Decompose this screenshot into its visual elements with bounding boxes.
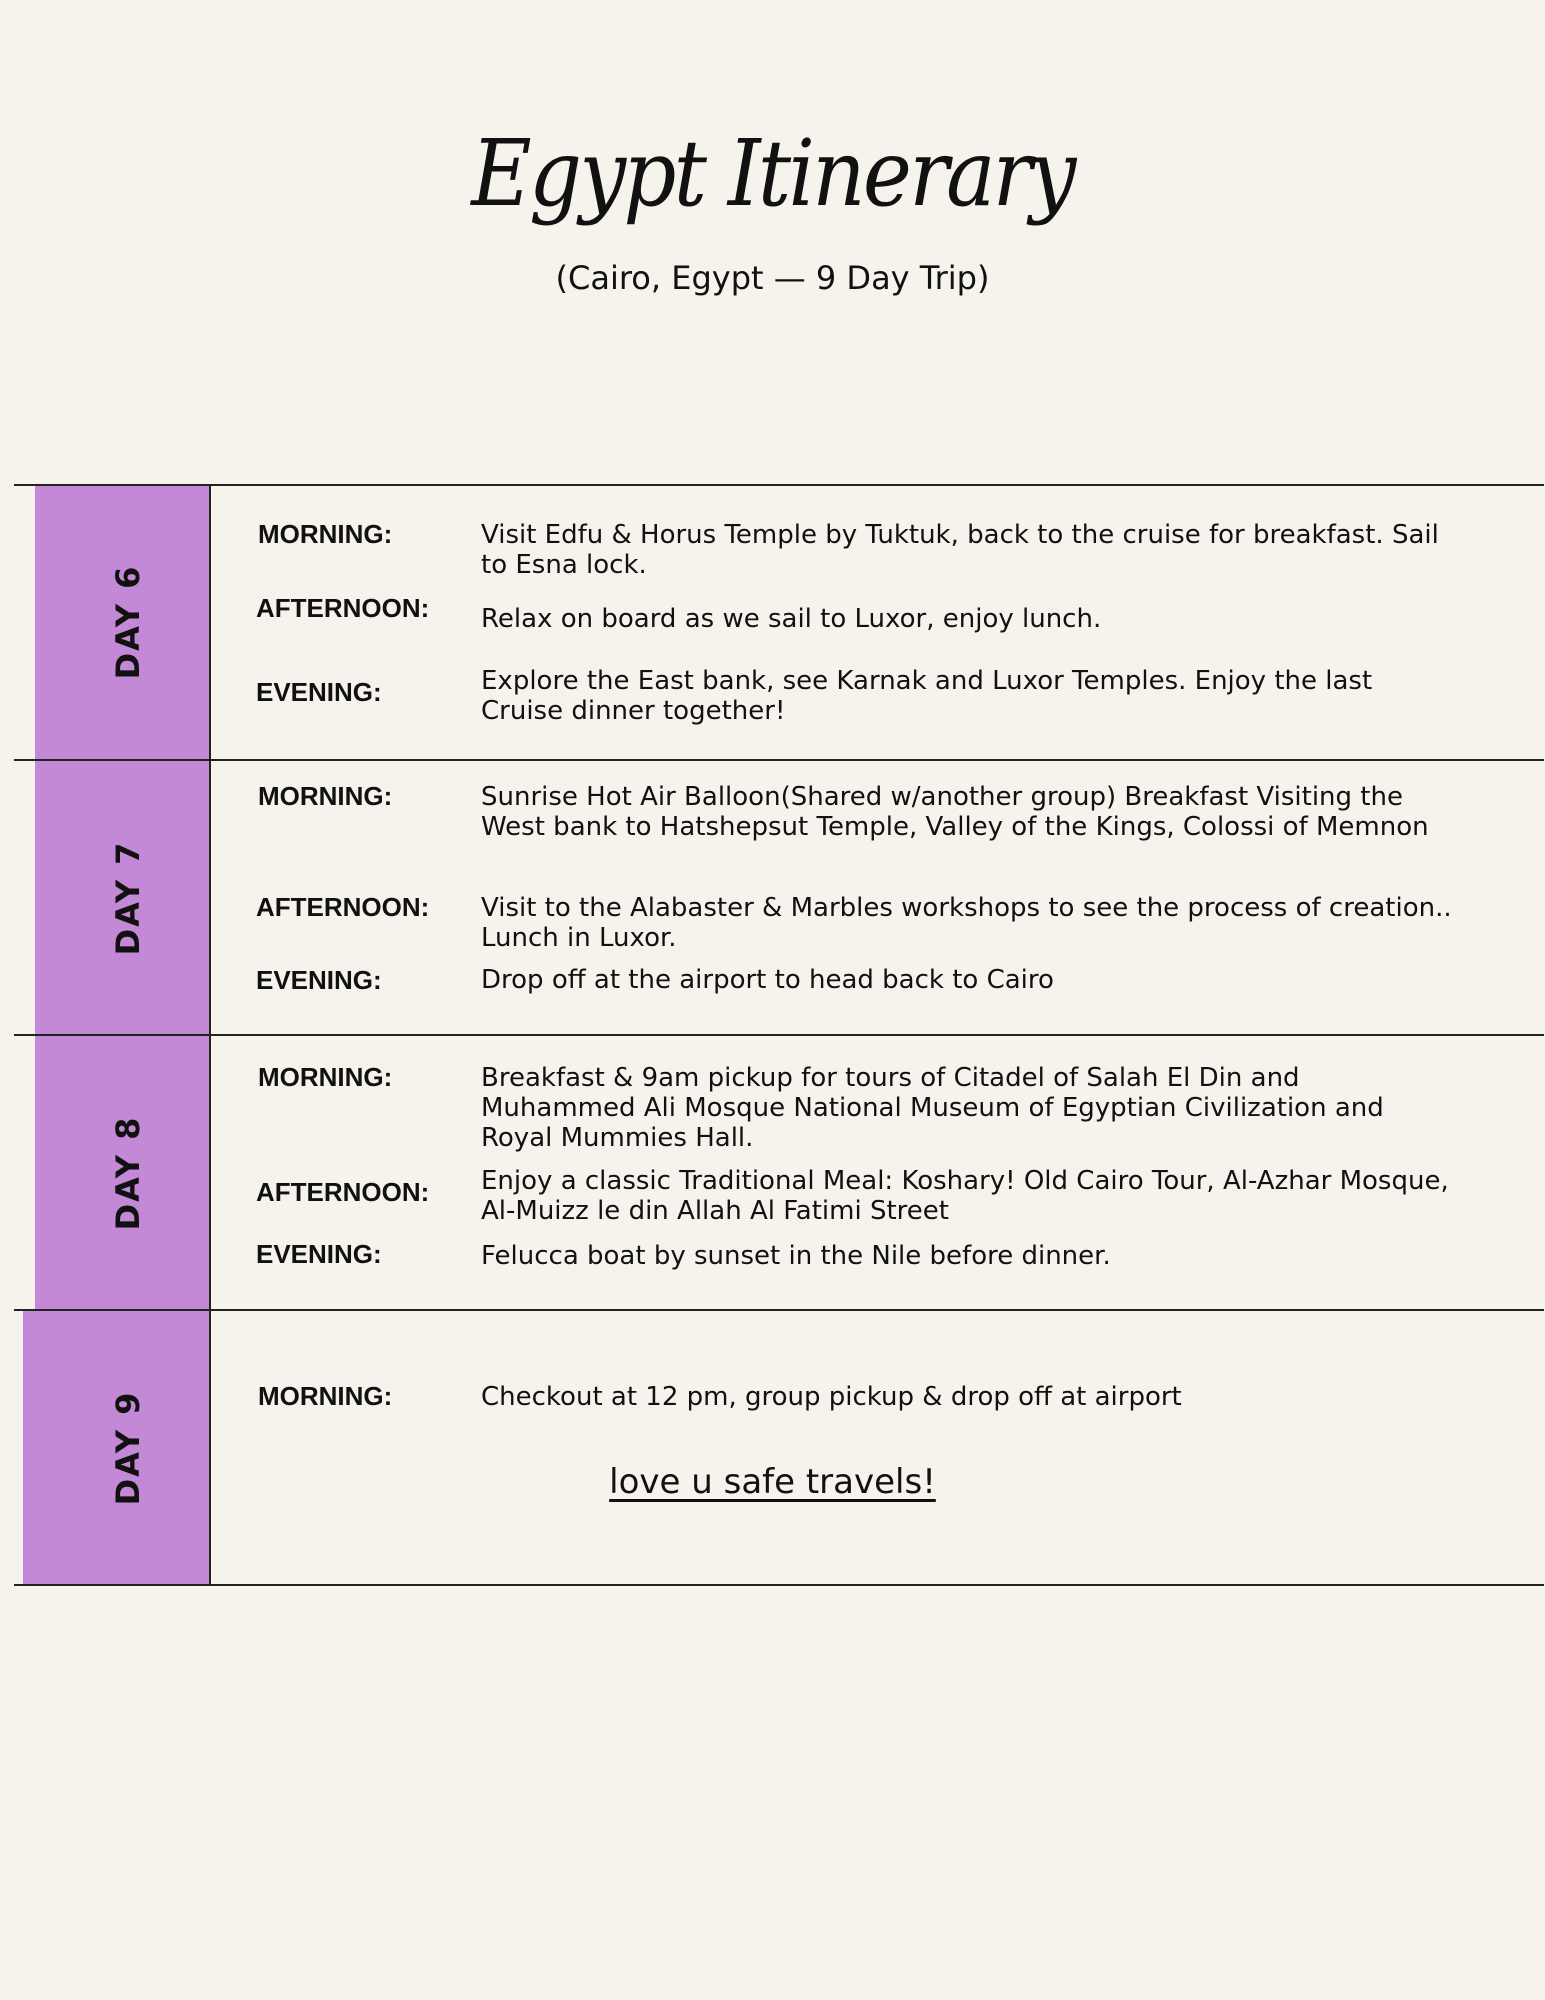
slot-label-evening: EVENING: (256, 965, 382, 995)
slot-label-evening: EVENING: (256, 677, 382, 707)
slot-label-morning: MORNING: (258, 1062, 393, 1092)
slot-description: Enjoy a classic Traditional Meal: Koshary! Old Cairo Tour, Al-Azhar Mosque, Al-Muizz le din Allah Al Fatimi Street (481, 1166, 1449, 1226)
slot-label-morning: MORNING: (258, 1381, 393, 1411)
page-subtitle: (Cairo, Egypt — 9 Day Trip) (555, 259, 990, 297)
slot-description: Checkout at 12 pm, group pickup & drop off at airport (481, 1382, 1182, 1412)
slot-description: Visit Edfu & Horus Temple by Tuktuk, back to the cruise for breakfast. Sail to Esna lock. (481, 520, 1439, 580)
slot-description: Explore the East bank, see Karnak and Luxor Temples. Enjoy the last Cruise dinner together! (481, 666, 1373, 726)
day-label-7: DAY 7 (109, 840, 147, 956)
slot-label-afternoon: AFTERNOON: (256, 593, 430, 623)
day-label-9: DAY 9 (109, 1390, 147, 1506)
closing-message: love u safe travels! (609, 1462, 936, 1502)
slot-description: Felucca boat by sunset in the Nile before dinner. (481, 1241, 1111, 1271)
slot-label-afternoon: AFTERNOON: (256, 892, 430, 922)
slot-description: Sunrise Hot Air Balloon(Shared w/another group) Breakfast Visiting the West bank to Hatshepsut Temple, Valley of the Kings, Colossi of Memnon (481, 782, 1429, 842)
row-divider (14, 759, 1544, 761)
row-divider (14, 1584, 1544, 1586)
slot-label-morning: MORNING: (258, 519, 393, 549)
row-divider (14, 1034, 1544, 1036)
slot-label-afternoon: AFTERNOON: (256, 1177, 430, 1207)
row-divider (14, 1309, 1544, 1311)
slot-label-evening: EVENING: (256, 1239, 382, 1269)
slot-description: Breakfast & 9am pickup for tours of Citadel of Salah El Din and Muhammed Ali Mosque National Museum of Egyptian Civilization and Royal Mummies Hall. (481, 1063, 1384, 1153)
page-title: Egypt Itinerary (471, 120, 1074, 227)
slot-description: Visit to the Alabaster & Marbles workshops to see the process of creation.. Lunch in Luxor. (481, 893, 1452, 953)
day-label-8: DAY 8 (109, 1115, 147, 1231)
slot-description: Drop off at the airport to head back to Cairo (481, 965, 1054, 995)
slot-label-morning: MORNING: (258, 781, 393, 811)
day-label-6: DAY 6 (109, 564, 147, 680)
slot-description: Relax on board as we sail to Luxor, enjoy lunch. (481, 604, 1102, 634)
row-divider (14, 484, 1544, 486)
column-divider (209, 484, 211, 1584)
